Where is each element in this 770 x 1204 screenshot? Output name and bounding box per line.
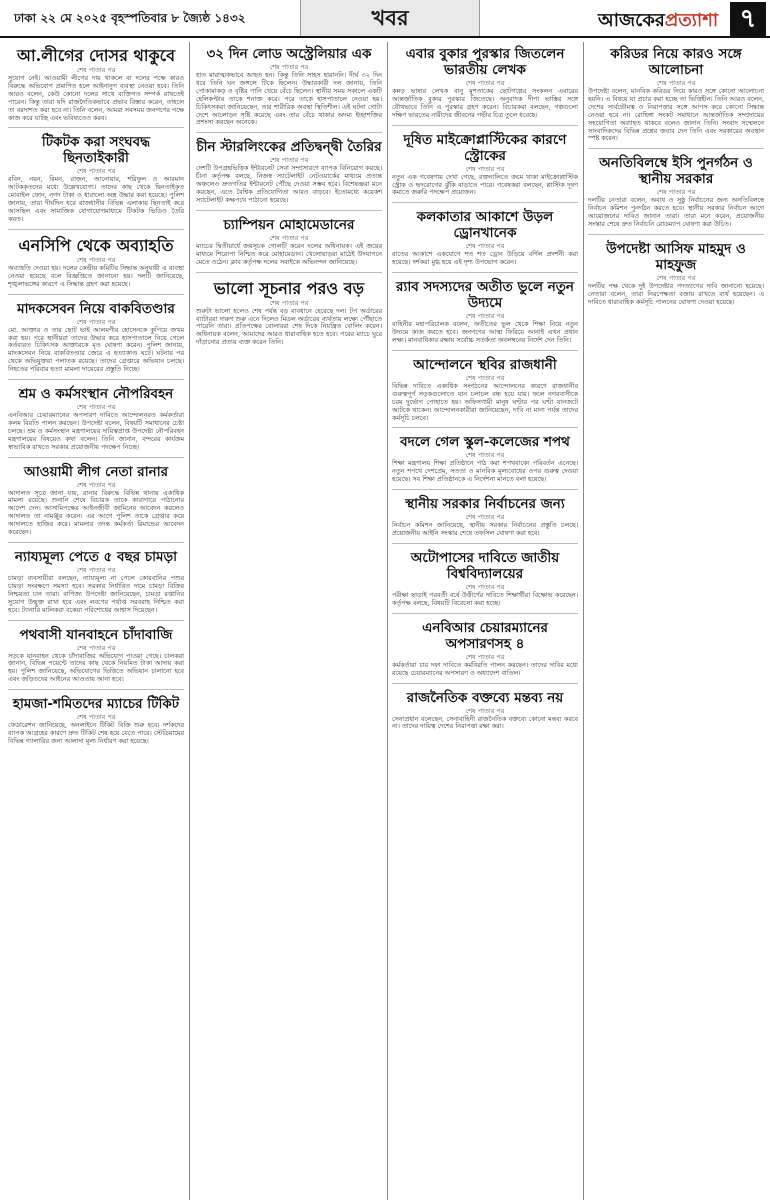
continued-label: শেষ পাতার পর <box>76 66 116 74</box>
article-body: কন্নড় ভাষার লেখক বানু মুশতাকের ছোটগল্পের সংকলন এবারের আন্তর্জাতিক বুকার পুরস্কার জিতেছে। অনুবাদক দীপা ভাস্তির সঙ্গে যৌথভাবে তিনি এ পুরস্কার গ্রহণ করেন। বিচারকরা বলছেন, গল্পগুলো দক্ষিণ ভারতের নারীদের জীবনের গভীর চিত্র তুলে ধরেছে। <box>392 87 578 119</box>
continued-label: শেষ পাতার পর <box>76 480 116 489</box>
article-body: রাতের আকাশে একযোগে শত শত ড্রোন উড়িয়ে বর্ণিল প্রদর্শনী করা হয়েছে। দর্শকরা মুগ্ধ হয়ে এই দৃশ্য উপভোগ করেন। <box>392 250 578 267</box>
article-body: সেনাপ্রধান বলেছেন, সেনাবাহিনী রাজনৈতিক বক্তব্যে কোনো মন্তব্য করবে না। তাদের দায়িত্ব দেশের নিরাপত্তা রক্ষা করা। <box>392 714 578 731</box>
continued-label: শেষ পাতার পর <box>656 188 696 197</box>
article-body: নতুন এক গবেষণায় দেখা গেছে, রক্তনালিতে জমে থাকা মাইক্রোপ্লাস্টিক স্ট্রোক ও হৃদরোগের ঝুঁকি বাড়াতে পারে। গবেষকরা বলছেন, প্লাস্টিক দূষণ কমাতে জরুরি পদক্ষেপ প্রয়োজন। <box>392 172 578 197</box>
continued-label: শেষ পাতার পর <box>465 582 505 591</box>
article-body: ফেডারেশন জানিয়েছে, অনলাইনে টিকিট বিক্রি শুরু হবে। দর্শকদের ব্যাপক আগ্রহের কারণে দ্রুত টিকিট শেষ হয়ে যেতে পারে। স্টেডিয়ামের বিভিন্ন গ্যালারির জন্য আলাদা মূল্য নির্ধারণ করা হয়েছে। <box>8 721 184 745</box>
article <box>392 492 578 544</box>
article <box>8 460 184 543</box>
article <box>392 353 578 429</box>
article-body: আদালত সূত্রে জানা যায়, রানার বিরুদ্ধে বিভিন্ন থানায় একাধিক মামলা রয়েছে। শুনানি শেষে বিচারক তাকে কারাগারে পাঠানোর আদেশ দেন। আসামিপক্ষের আইনজীবী জামিনের আবেদন করলেও আদালত তা নামঞ্জুর করেন। এর আগে পুলিশ তাকে গ্রেপ্তার করে আদালতে হাজির করে। মামলার তদন্ত কর্মকর্তা রিমান্ডের আবেদন করেছেন। <box>8 488 184 537</box>
continued-label: শেষ পাতার পর <box>465 79 505 87</box>
article-headline: বদলে গেল স্কুল-কলেজের শপথ <box>400 434 570 451</box>
continued-label: শেষ পাতার পর <box>465 164 505 173</box>
article-headline: ভালো সূচনার পরও বড় <box>213 278 365 298</box>
continued-label: শেষ পাতার পর <box>269 298 309 307</box>
column-4 <box>588 42 764 1200</box>
article-headline: চীন স্টারলিংকের প্রতিদ্বন্দ্বী তৈরির <box>196 139 382 156</box>
article-body: সুযোগ নেই। আওয়ামী লীগের দায় থাকলে বা দলের পক্ষে কারও বিরুদ্ধে অভিযোগ প্রমাণিত হলে আইনানুগ ব্যবস্থা নেওয়া হবে। তিনি আরও বলেন, কেউ কোনো দলের সাথে ব্যক্তিগত সম্পর্ক রাখতেই পারেন। কিন্তু তারা যদি রাজনৈতিকভাবে প্রভাব বিস্তার করেন, তাহলে তা বরদাশত করা হবে না। তিনি বলেন, আমরা সবসময় জনগণের পক্ষে কাজ করে যাচ্ছি এবং ভবিষ্যতেও করব। <box>8 74 184 122</box>
continued-label: শেষ পাতার পর <box>465 373 505 382</box>
column-2 <box>196 42 382 1200</box>
article-headline: পথবাসী যানবাহনে চাঁদাবাজি <box>19 626 173 643</box>
article-body: কর্মকর্তারা চার দফা দাবিতে কর্মবিরতি পালন করছেন। তাদের দাবির মধ্যে রয়েছে চেয়ারম্যানের অপসারণ ও অধ্যাদেশ বাতিল। <box>392 660 578 677</box>
continued-label: শেষ পাতার পর <box>76 167 116 176</box>
article-body: রবিন, নয়ন, রিমন, রাজন, আনোয়ার, শরিফুল ও আরমান আটককৃতদের মধ্যে উল্লেখযোগ্য। তাদের কাছ থেকে ছিনতাইকৃত মোবাইল ফোন, নগদ টাকা ও ধারালো অস্ত্র উদ্ধার করা হয়েছে। পুলিশ জানায়, তারা দীর্ঘদিন ধরে রাজধানীর বিভিন্ন এলাকায় ছিনতাই করে আসছিল এবং সামাজিক যোগাযোগমাধ্যমে টিকটক ভিডিও তৈরি করত। <box>8 175 184 223</box>
article-body: সড়কে যানবাহন থেকে চাঁদাবাজির অভিযোগ পাওয়া গেছে। চালকরা জানান, বিভিন্ন পয়েন্টে তাদের কাছ থেকে নিয়মিত টাকা আদায় করা হয়। পুলিশ জানিয়েছে, অভিযোগের ভিত্তিতে অভিযান চালানো হবে এবং জড়িতদের আইনের আওতায় আনা হবে। <box>8 651 184 684</box>
article-headline: চ্যাম্পিয়ন মোহামেডানের <box>223 216 355 233</box>
page-header <box>0 0 770 38</box>
article <box>392 686 578 737</box>
article <box>196 42 382 133</box>
article-body: দেশটি উপগ্রহভিত্তিক ইন্টারনেট সেবা সম্প্রসারণে ব্যাপক বিনিয়োগ করছে। চীনা কর্তৃপক্ষ বলছে, নিজস্ব স্যাটেলাইট নেটওয়ার্কের মাধ্যমে প্রত্যন্ত অঞ্চলেও দ্রুতগতির ইন্টারনেট পৌঁছে দেওয়া সম্ভব হবে। বিশেষজ্ঞরা মনে করছেন, এতে বৈশ্বিক প্রতিযোগিতা আরও বাড়বে। ইতোমধ্যে কয়েকশ স্যাটেলাইট কক্ষপথে পাঠানো হয়েছে। <box>196 164 382 204</box>
article-headline: কলকাতার আকাশে উড়ল ড্রোনখানেক <box>416 209 554 242</box>
article-headline: ৩২ দিন লোড অস্ট্রেলিয়ার এক <box>206 46 372 62</box>
column-1 <box>8 42 184 1200</box>
article-headline: স্থানীয় সরকার নির্বাচনের জন্য <box>405 496 565 513</box>
article <box>8 130 184 229</box>
article-headline: উপদেষ্টা আসিফ মাহমুদ ও মাহফুজ <box>606 240 746 273</box>
article <box>392 430 578 490</box>
article-body: উপদেষ্টা বলেন, মানবিক করিডর নিয়ে কারও সঙ্গে কোনো আলোচনা হয়নি। এ বিষয়ে যা প্রচার করা হচ্ছে তা ভিত্তিহীন। তিনি আরও বলেন, দেশের সার্বভৌমত্ব ও নিরাপত্তার সঙ্গে আপস করে কোনো সিদ্ধান্ত নেওয়া হবে না। রোহিঙ্গা সংকট সমাধানে আন্তর্জাতিক সম্প্রদায়ের সহযোগিতা অব্যাহত থাকবে বলেও জানান তিনি। সংবাদ সম্মেলনে সাংবাদিকদের বিভিন্ন প্রশ্নের জবাব দেন তিনি এবং সরকারের অবস্থান স্পষ্ট করেন। <box>588 87 764 143</box>
continued-label: শেষ পাতার পর <box>76 643 116 652</box>
page-number: ৭ <box>730 2 766 36</box>
article <box>8 297 184 380</box>
article-headline: অটোপাসের দাবিতে জাতীয় বিশ্ববিদ্যালয়ের <box>410 549 560 582</box>
continued-label: শেষ পাতার পর <box>465 312 505 321</box>
article-headline: মাদকসেবন নিয়ে বাকবিতণ্ডার <box>17 300 175 317</box>
article-headline: শ্রম ও কর্মসংস্থান নৌপরিবহন <box>18 386 174 403</box>
article <box>392 275 578 351</box>
continued-label: শেষ পাতার পর <box>465 242 505 251</box>
article <box>196 135 382 211</box>
article-headline: টিকটক করা সংঘবদ্ধ ছিনতাইকারী <box>41 134 151 167</box>
article <box>8 382 184 458</box>
column-divider <box>189 42 190 1200</box>
article-body: অব্যাহতি দেওয়া হয়। দলের কেন্দ্রীয় কমিটির সিদ্ধান্ত অনুযায়ী এ ব্যবস্থা নেওয়া হয়েছে বলে বিজ্ঞপ্তিতে জানানো হয়। দলটি জানিয়েছে, শৃঙ্খলাভঙ্গের কারণে এ সিদ্ধান্ত গ্রহণ করা হয়েছে। <box>8 263 184 288</box>
continued-label: শেষ পাতার পর <box>656 273 696 282</box>
continued-label: শেষ পাতার পর <box>465 513 505 522</box>
article <box>8 623 184 691</box>
article-headline: ন্যায্যমূল্য পেতে ৫ বছর চামড়া <box>14 549 178 565</box>
continued-label: শেষ পাতার পর <box>76 255 116 264</box>
article-headline: রাজনৈতিক বক্তব্যে মন্তব্য নয় <box>406 689 564 706</box>
article-body: চামড়া ব্যবসায়ীরা বলছেন, ন্যায্যমূল্য না পেলে কোরবানির পশুর চামড়া সংরক্ষণে সমস্যা হবে। সরকার নির্ধারিত দামে চামড়া বিক্রির নিশ্চয়তা চান তারা। বাণিজ্য উপদেষ্টা জানিয়েছেন, চামড়া রপ্তানির সুযোগ উন্মুক্ত রাখা হবে এবং লবণের পর্যাপ্ত সরবরাহ নিশ্চিত করা হবে। ট্যানারি মালিকরা বকেয়া পরিশোধের আশ্বাস দিয়েছেন। <box>8 574 184 614</box>
article-body: নির্বাচন কমিশন জানিয়েছে, স্থানীয় সরকার নির্বাচনের প্রস্তুতি চলছে। প্রয়োজনীয় আইনি সংস্কার শেষে তফসিল ঘোষণা করা হবে। <box>392 521 578 538</box>
newspaper-logo <box>598 6 718 37</box>
column-divider <box>387 42 388 1200</box>
article-body: হাত মারাত্মকভাবে আহত হন। কিন্তু তিনি সাহস হারাননি। দীর্ঘ ৩২ দিন ধরে তিনি ঘন জঙ্গলে টিকে ছিলেন। উদ্ধারকারী দল জানায়, তিনি পোকামাকড় ও বৃষ্টির পানি খেয়ে বেঁচে ছিলেন। স্থানীয় সময় সকালে একটি হেলিকপ্টার তাকে শনাক্ত করে। পরে তাকে হাসপাতালে নেওয়া হয়। চিকিৎসকরা জানিয়েছেন, তার শারীরিক অবস্থা স্থিতিশীল। এই ঘটনা গোটা দেশে আলোড়ন সৃষ্টি করেছে এবং তার বেঁচে থাকার অদম্য ইচ্ছাশক্তির প্রশংসা করছেন অনেকে। <box>196 71 382 127</box>
article-headline: এবার বুকার পুরস্কার জিতলেন ভারতীয় লেখক <box>405 46 565 78</box>
article-body: বিভিন্ন দাবিতে একাধিক সংগঠনের আন্দোলনের কারণে রাজধানীর গুরুত্বপূর্ণ সড়কগুলোতে যান চলাচল বন্ধ হয়ে যায়। ফলে নগরবাসীকে চরম দুর্ভোগ পোহাতে হয়। অফিসগামী মানুষ ঘণ্টার পর ঘণ্টা যানজটে আটকে থাকেন। আন্দোলনকারীরা জানিয়েছেন, দাবি না মানা পর্যন্ত তাদের কর্মসূচি চলবে। <box>392 381 578 422</box>
article-headline: আন্দোলনে স্থবির রাজধানী <box>413 356 557 373</box>
continued-label: শেষ পাতার পর <box>76 403 116 412</box>
article-body: শিক্ষা মন্ত্রণালয় শিক্ষা প্রতিষ্ঠানে পাঠ করা শপথবাক্যে পরিবর্তন এনেছে। নতুন শপথে দেশপ্রেম, সততা ও মানবিক মূল্যবোধের ওপর গুরুত্ব দেওয়া হয়েছে। সব শিক্ষা প্রতিষ্ঠানকে এ নির্দেশনা মানতে বলা হয়েছে। <box>392 459 578 484</box>
article <box>392 616 578 684</box>
article <box>588 237 764 312</box>
article <box>392 128 578 204</box>
continued-label: শেষ পাতার পর <box>269 233 309 242</box>
continued-label: শেষ পাতার পর <box>465 706 505 715</box>
continued-label: শেষ পাতার পর <box>465 652 505 661</box>
section-title: খবর <box>300 0 480 36</box>
continued-label: শেষ পাতার পর <box>76 566 116 574</box>
continued-label: শেষ পাতার পর <box>656 79 696 87</box>
article <box>392 42 578 126</box>
article-headline: আওয়ামী লীগ নেতা রানার <box>23 463 169 480</box>
article-body: মো. আক্তার ও তার ছোট ভাই আলমগীর হোসেনকে কুপিয়ে জখম করা হয়। পরে স্থানীয়রা তাদের উদ্ধার করে হাসপাতালে নিয়ে গেলে কর্তব্যরত চিকিৎসক আক্তারকে মৃত ঘোষণা করেন। পুলিশ জানায়, মাদকসেবন নিয়ে বাকবিতণ্ডার জেরে এ হত্যাকাণ্ড ঘটে। ঘটনার পর থেকে অভিযুক্তরা পলাতক রয়েছে। তাদের গ্রেপ্তারে অভিযান চলছে। নিহতের পরিবার হত্যা মামলা দায়েরের প্রস্তুতি নিচ্ছে। <box>8 325 184 374</box>
article-body: শুরুটা ভালো হলেও শেষ পর্যন্ত বড় ব্যবধানে হেরেছে দল। টপ অর্ডারের ব্যাটাররা দারুণ শুরু এনে দিলেও মিডল অর্ডারের ব্যর্থতায় লক্ষ্যে পৌঁছাতে পারেনি তারা। প্রতিপক্ষের বোলাররা শেষ দিকে নিয়ন্ত্রিত বোলিং করেন। অধিনায়ক বলেন, আমাদের আরও ধারাবাহিক হতে হবে। পরের ম্যাচে ঘুরে দাঁড়ানোর প্রত্যয় ব্যক্ত করেন তিনি। <box>196 306 382 347</box>
article-headline: এনসিপি থেকে অব্যাহতি <box>18 235 174 255</box>
continued-label: শেষ পাতার পর <box>76 713 116 722</box>
article-body: বাহিনীর মহাপরিচালক বলেন, অতীতের ভুল থেকে শিক্ষা নিয়ে নতুন উদ্যমে কাজ করতে হবে। জনগণের আস্থা ফিরিয়ে আনাই এখন প্রধান লক্ষ্য। মানবাধিকার রক্ষায় সর্বোচ্চ সতর্কতা অবলম্বনের নির্দেশ দেন তিনি। <box>392 320 578 344</box>
column-3 <box>392 42 578 1200</box>
article-headline: দূষিত মাইক্রোপ্লাস্টিকের কারণে স্ট্রোকের <box>403 131 567 164</box>
article-body: পরীক্ষা ছাড়াই পরবর্তী বর্ষে উত্তীর্ণের দাবিতে শিক্ষার্থীরা বিক্ষোভ করেছেন। কর্তৃপক্ষ বলছে, বিষয়টি বিবেচনা করা হচ্ছে। <box>392 590 578 607</box>
article-headline: এনবিআর চেয়ারম্যানের অপসারণসহ ৪ <box>422 619 548 652</box>
article <box>8 232 184 295</box>
article <box>588 42 764 149</box>
continued-label: শেষ পাতার পর <box>76 317 116 326</box>
article <box>588 151 764 235</box>
article <box>392 205 578 273</box>
date-line: ঢাকা ২২ মে ২০২৫ বৃহস্পতিবার ৮ জ্যৈষ্ঠ ১৪৩২ <box>14 11 246 25</box>
article <box>196 275 382 353</box>
continued-label: শেষ পাতার পর <box>269 156 309 165</box>
article <box>196 213 382 273</box>
article-headline: অনতিবিলম্বে ইসি পুনর্গঠন ও স্থানীয় সরকার <box>599 155 753 188</box>
article-body: ম্যাচের দ্বিতীয়ার্ধে জয়সূচক গোলটি করেন দলের অধিনায়ক। এই জয়ের মাধ্যমে শিরোপা নিশ্চিত করে মোহামেডান। খেলোয়াড়রা মাঠেই উদযাপনে মেতে ওঠেন। ক্লাব কর্তৃপক্ষ দলের সবাইকে অভিনন্দন জানিয়েছে। <box>196 241 382 266</box>
article-headline: র‍্যাব সদস্যদের অতীত ভুলে নতুন উদ্যমে <box>396 279 574 312</box>
logo-prefix: আজকের <box>598 10 665 31</box>
article <box>8 545 184 621</box>
article-body: দলটির নেতারা বলেন, অবাধ ও সুষ্ঠু নির্বাচনের জন্য অনতিবিলম্বে নির্বাচন কমিশন পুনর্গঠন করতে হবে। স্থানীয় সরকার নির্বাচন আগে আয়োজনের দাবিও জানান তারা। তারা মনে করেন, প্রয়োজনীয় সংস্কার শেষে দ্রুত নির্বাচনি রোডম্যাপ ঘোষণা করা উচিত। <box>588 196 764 229</box>
continued-label: শেষ পাতার পর <box>269 63 309 71</box>
article-body: দলটির পক্ষ থেকে দুই উপদেষ্টার পদত্যাগের দাবি জানানো হয়েছে। নেতারা বলেন, তারা নিরপেক্ষতা বজায় রাখতে ব্যর্থ হয়েছেন। এ দাবিতে ধারাবাহিক কর্মসূচি পালনের ঘোষণা দেওয়া হয়েছে। <box>588 281 764 306</box>
article-headline: করিডর নিয়ে কারও সঙ্গে আলোচনা <box>610 46 742 78</box>
continued-label: শেষ পাতার পর <box>465 451 505 460</box>
article <box>392 546 578 614</box>
article-headline: হামজা-শমিতদের ম্যাচের টিকিট <box>12 696 180 713</box>
article-headline: আ.লীগের দোসর থাকুবে <box>16 46 176 65</box>
logo-accent: প্রত্যাশা <box>664 10 719 31</box>
column-divider <box>583 42 584 1200</box>
article <box>8 42 184 128</box>
article <box>8 692 184 751</box>
article-body: এনবিআর চেয়ারম্যানের অপসারণ দাবিতে আন্দোলনরত কর্মকর্তারা কলম বিরতি পালন করছেন। উপদেষ্টা বলেন, বিষয়টি সমাধানের চেষ্টা চলছে। শ্রম ও কর্মসংস্থান মন্ত্রণালয়ের দায়িত্বপ্রাপ্ত উপদেষ্টা নৌপরিবহন মন্ত্রণালয়ের বিষয়েও কথা বলেন। তিনি জানান, বন্দরের কার্যক্রম স্বাভাবিক রাখতে সরকার প্রয়োজনীয় পদক্ষেপ নিচ্ছে। <box>8 411 184 451</box>
